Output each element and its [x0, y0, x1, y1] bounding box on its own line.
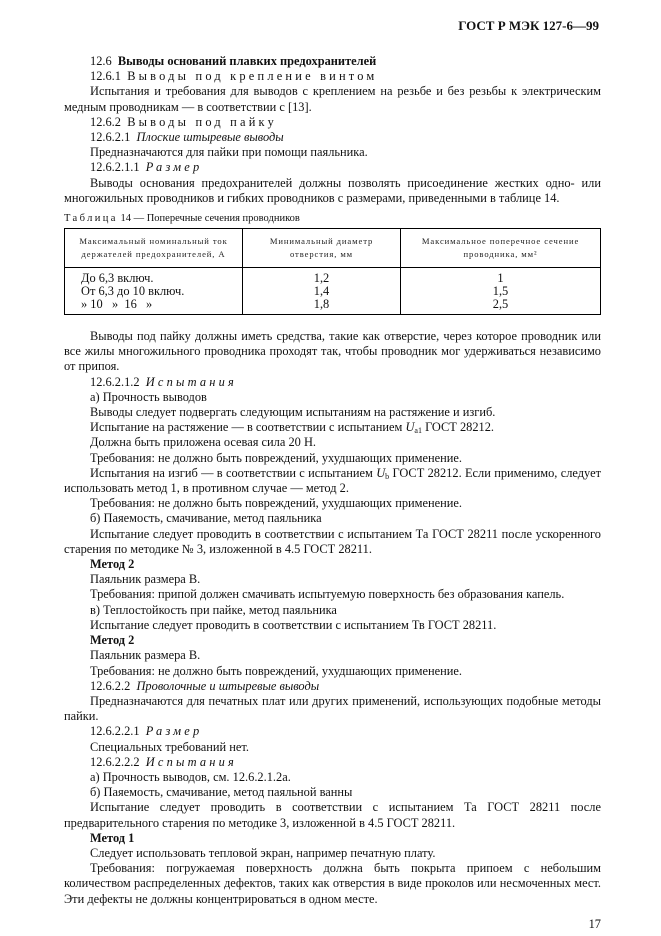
section-bottom [64, 329, 601, 907]
text-run: Требования: не должно быть повреждений, ухудшающих применение. [90, 450, 463, 465]
text-run: Испытания на изгиб — в соответствии с испытанием [90, 465, 377, 480]
paragraph [64, 420, 601, 435]
text-run: Испытание на растяжение — в соответствии с испытанием [90, 420, 406, 435]
text-run: в) Теплостойкость при пайке, метод паяльника [90, 602, 337, 617]
section-title: Выводы под пайку [127, 114, 277, 129]
section-title: Испытания [145, 754, 237, 769]
text-run: ГОСТ 28212. Если применимо, следует использовать метод 1, в противном случае — метод 2. [64, 465, 601, 496]
table-caption [64, 212, 601, 225]
table-cell: До 6,3 включ. [81, 271, 154, 286]
section-number: 12.6.2.2.2 [90, 754, 140, 769]
text-run: Паяльник размера В. [90, 648, 201, 663]
paragraph [64, 405, 601, 420]
paragraph [64, 466, 601, 496]
section-number: 12.6.2.2 [90, 678, 131, 693]
section-heading [64, 130, 601, 145]
table-cell: 1,2 [313, 271, 330, 286]
text-run: а) Прочность выводов, см. 12.6.2.1.2а. [90, 769, 291, 784]
paragraph [64, 664, 601, 679]
paragraph [64, 496, 601, 511]
text-run: Предназначаются для пайки при помощи паяльника. [90, 145, 368, 160]
table-cell: От 6,3 до 10 включ. [81, 284, 185, 299]
table-cell: 1 [497, 271, 504, 286]
text-run: Испытание следует проводить в соответствии с испытанием Тв ГОСТ 28211. [90, 617, 497, 632]
header-diameter: Минимальный диаметр отверстия, мм [243, 229, 401, 268]
paragraph [64, 329, 601, 375]
paragraph [64, 435, 601, 450]
text-run: a1 [414, 426, 422, 436]
table-caption-label: Таблица [64, 213, 118, 225]
text-run: б) Паяемость, смачивание, метод паяльной ванны [90, 785, 353, 800]
header-section: Максимальное поперечное сечение проводника, мм² [401, 229, 601, 268]
text-run: Требования: не должно быть повреждений, ухудшающих применение. [90, 496, 463, 511]
section-title: Размер [145, 160, 203, 175]
section-title: Выводы оснований плавких предохранителей [117, 54, 377, 68]
section-number: 12.6.1 [90, 69, 121, 84]
paragraph [64, 740, 601, 755]
section-number: 12.6.2 [90, 114, 121, 129]
paragraph [64, 861, 601, 907]
section-title: Испытания [145, 374, 237, 389]
section-title: Размер [145, 724, 203, 739]
table-cell: 1,5 [492, 284, 509, 299]
section-title: Выводы под крепление винтом [127, 69, 378, 84]
text-run: Испытание следует проводить в соответствии с испытанием Та ГОСТ 28211 после предварительного старения по методике 3, изложенной в 4.5 ГОСТ 28211. [64, 800, 601, 830]
paragraph [64, 451, 601, 466]
text-run: Должна быть приложена осевая сила 20 Н. [90, 435, 316, 450]
section-number: 12.6.2.1 [90, 130, 131, 145]
text-run: Специальных требований нет. [90, 739, 249, 754]
column-section [401, 268, 601, 315]
paragraph [64, 618, 601, 633]
text-run: Выводы следует подвергать следующим испытаниям на растяжение и изгиб. [90, 405, 496, 420]
page-number: 17 [588, 916, 601, 931]
table-header-row [65, 229, 601, 268]
text-run: Выводы основания предохранителей должны позволять присоединение жестких одно- или многожильных проводников и гибких проводников с размерами, приведенными в таблице 14. [64, 175, 601, 205]
table-cell: » 10 » 16 » [81, 297, 153, 312]
page-body [64, 54, 601, 932]
section-heading [64, 679, 601, 694]
section-top [64, 54, 601, 206]
section-title: Плоские штыревые выводы [136, 130, 284, 145]
text-run: Выводы под пайку должны иметь средства, такие как отверстие, через которое проводник или все жилы многожильного проводника проходят так, чтобы проводник мог удерживаться независимо от припоя. [64, 329, 601, 374]
section-number: 12.6 [90, 54, 112, 68]
paragraph [64, 648, 601, 663]
paragraph [64, 527, 601, 557]
paragraph [64, 800, 601, 830]
text-run: Паяльник размера В. [90, 572, 201, 587]
text-run: Метод 1 [90, 830, 135, 845]
column-diameter [243, 268, 401, 315]
table-cell: 2,5 [492, 297, 509, 312]
section-number: 12.6.2.1.1 [90, 160, 140, 175]
paragraph [64, 831, 601, 846]
table-caption-text: 14 — Поперечные сечения проводников [120, 213, 300, 225]
paragraph [64, 603, 601, 618]
paragraph [64, 846, 601, 861]
section-heading [64, 69, 601, 84]
paragraph [64, 587, 601, 602]
text-run: б) Паяемость, смачивание, метод паяльника [90, 511, 322, 526]
paragraph [64, 176, 601, 206]
paragraph [64, 633, 601, 648]
text-run: Следует использовать тепловой экран, например печатную плату. [90, 845, 436, 860]
paragraph [64, 145, 601, 160]
text-run: Метод 2 [90, 557, 135, 572]
section-number: 12.6.2.2.1 [90, 724, 140, 739]
text-run: b [385, 471, 390, 481]
table-cell: 1,8 [313, 297, 330, 312]
text-run: ГОСТ 28212. [421, 420, 495, 435]
text-run: Предназначаются для печатных плат или других применений, использующих подобные методы пайки. [64, 693, 601, 724]
section-heading [64, 375, 601, 390]
text-run: Испытание следует проводить в соответствии с испытанием Та ГОСТ 28211 после ускоренного старения по методике № 3, изложенной в 4.5 ГОСТ 28211. [64, 526, 601, 556]
text-run: Испытания и требования для выводов с креплением на резьбе и без резьбы к электрическим медным проводникам — в соответствии с [13]. [64, 84, 601, 114]
paragraph [64, 770, 601, 785]
section-heading [64, 115, 601, 130]
text-run: Метод 2 [90, 633, 135, 648]
text-run: U [376, 465, 386, 480]
section-number: 12.6.2.1.2 [90, 374, 140, 389]
paragraph [64, 785, 601, 800]
table-body [65, 268, 601, 315]
text-run: Требования: припой должен смачивать испытуемую поверхность без образования капель. [90, 587, 565, 602]
paragraph [64, 511, 601, 526]
paragraph [64, 557, 601, 572]
section-heading [64, 755, 601, 770]
text-run: U [405, 420, 415, 435]
text-run: Требования: погружаемая поверхность должна быть покрыта припоем с небольшим количеством распределенных дефектов, таких как отверстия в виде проколов или несмоченных мест. Эти дефекты не должны концентрироваться в одном месте. [64, 861, 601, 906]
paragraph [64, 390, 601, 405]
section-title: Проволочные и штыревые выводы [136, 678, 320, 693]
paragraph [64, 694, 601, 724]
column-current [65, 268, 243, 315]
section-heading [64, 54, 601, 69]
section-heading [64, 160, 601, 175]
conductor-table [64, 228, 601, 315]
paragraph [64, 84, 601, 114]
text-run: Требования: не должно быть повреждений, ухудшающих применение. [90, 663, 463, 678]
header-current: Максимальный номинальный ток держателей предохранителей, А [65, 229, 243, 268]
table-cell: 1,4 [313, 284, 330, 299]
text-run: а) Прочность выводов [90, 389, 207, 404]
document-header: ГОСТ Р МЭК 127-6—99 [458, 18, 599, 33]
section-heading [64, 724, 601, 739]
paragraph [64, 572, 601, 587]
